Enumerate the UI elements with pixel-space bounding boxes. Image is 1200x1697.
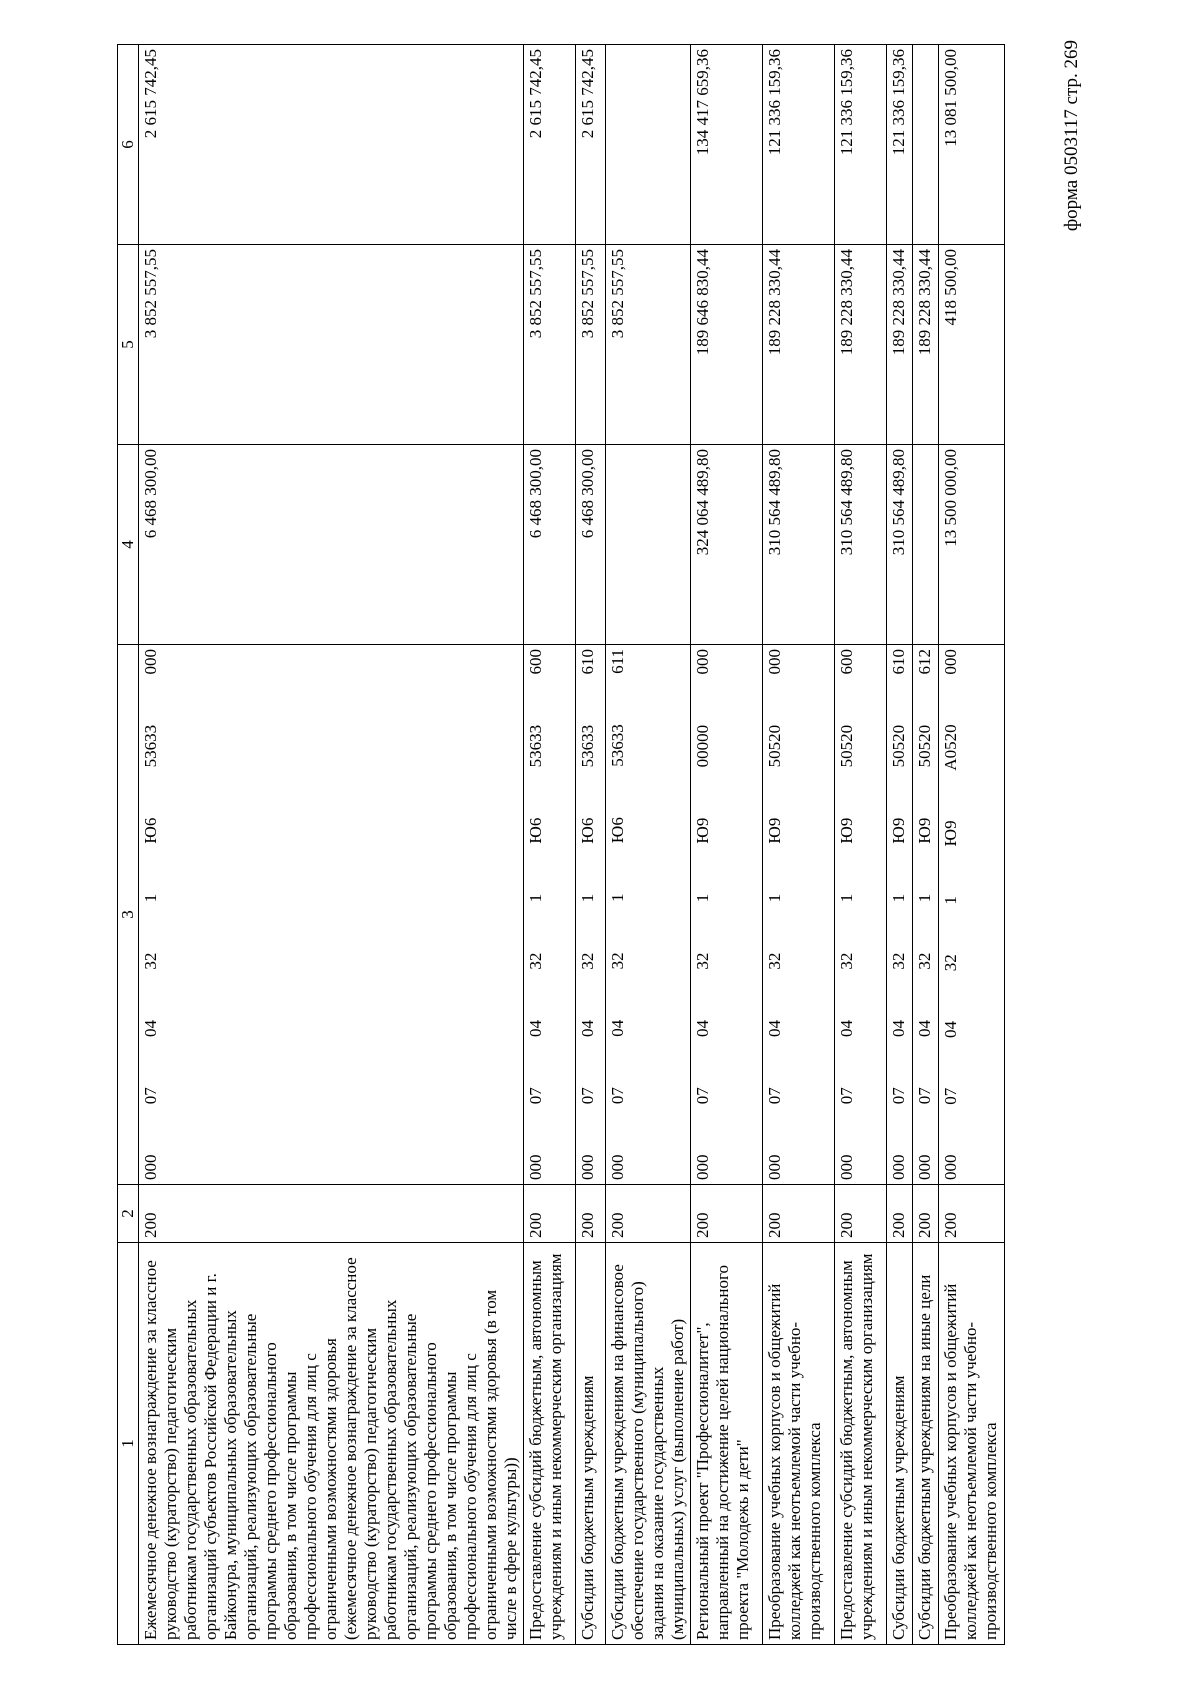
budget-code-part: 000 [526,1154,545,1180]
table-body [139,45,1005,1645]
table-row [576,45,606,1645]
budget-code-part: 612 [915,649,934,675]
executed-value: 418 500,00 [941,249,960,326]
row-line-code: 200 [576,1185,606,1243]
row-executed-amount [939,245,1005,445]
budget-code-part: 1 [765,893,784,903]
row-unexecuted-amount: 121 336 159,36 [887,45,913,245]
budget-code-part: 07 [889,1087,908,1105]
row-description: Региональный проект "Профессионалитет", направленный на достижение целей национального проекта "Молодежь и дети" [691,1243,763,1645]
row-line-code: 200 [887,1185,913,1243]
table-row [763,45,835,1645]
row-unexecuted-amount [606,45,691,245]
row-approved-amount: 324 064 489,80 [691,445,763,645]
budget-code-part: 32 [915,952,934,970]
row-unexecuted-amount: 2 615 742,45 [576,45,606,245]
row-approved-amount [606,445,691,645]
row-line-code: 200 [524,1185,576,1243]
row-approved-amount [913,445,939,645]
row-line-code: 200 [763,1185,835,1243]
budget-code-part: 04 [765,1019,784,1037]
row-executed-amount [524,245,576,445]
row-budget-codes [691,645,763,1185]
budget-code-part: Ю9 [941,820,960,847]
budget-code-part: 07 [941,1087,960,1105]
row-description: Ежемесячное денежное вознаграждение за классное руководство (кураторство) педагогическим работникам государственных образовательных организаций субъектов Российской Федерации и г. Байконура, муниципальных образовательных организаций, реализующих образовательные программы среднего профессионального образования, в том числе программы профессионального обучения для лиц с ограниченными возможностями здоровья (ежемесячное денежное вознаграждение за классное руководство (кураторство) педагогическим работникам государственных образовательных организаций, реализующих образовательные программы среднего профессионального образования, в том числе программы профессионального обучения для лиц с ограниченными возможностями здоровья (в том числе в сфере культуры)) [139,1243,524,1645]
form-number-note: форма 0503117 стр. 269 [1061,40,1082,232]
budget-code-part: 32 [837,952,856,970]
row-budget-codes [763,645,835,1185]
budget-code-part: 600 [526,649,545,675]
budget-table [117,44,1005,1645]
budget-code-part: 000 [941,1154,960,1180]
budget-code-part: 1 [941,896,960,905]
budget-code-part: 000 [765,1154,784,1180]
row-executed-amount [139,245,524,445]
budget-code-part: 610 [578,649,597,675]
table-row [939,45,1005,1645]
table-row [835,45,887,1645]
header-col-5: 5 [118,245,139,445]
budget-code-part: А0520 [941,724,960,771]
table-row [691,45,763,1645]
budget-code-part: Ю9 [765,817,784,844]
budget-code-part: Ю6 [608,817,627,844]
budget-code-part: 611 [608,649,627,674]
header-col-6: 6 [118,45,139,245]
budget-code-part: Ю6 [141,817,160,844]
row-unexecuted-amount: 134 417 659,36 [691,45,763,245]
budget-code-part: 07 [578,1087,597,1105]
budget-code-part: 1 [889,893,908,903]
executed-value: 189 646 830,44 [693,249,712,356]
row-line-code: 200 [913,1185,939,1243]
budget-code-part: 1 [693,893,712,903]
budget-code-part: 04 [141,1019,160,1037]
budget-code-part: 32 [526,952,545,970]
row-line-code: 200 [139,1185,524,1243]
row-line-code: 200 [606,1185,691,1243]
row-unexecuted-amount [913,45,939,245]
header-col-1: 1 [118,1243,139,1645]
table-row [913,45,939,1645]
budget-code-part: 1 [526,893,545,903]
budget-code-part: 32 [765,952,784,970]
budget-code-part: Ю9 [837,817,856,844]
budget-code-part: 04 [526,1019,545,1037]
row-approved-amount: 6 468 300,00 [139,445,524,645]
row-budget-codes [576,645,606,1185]
budget-code-part: 07 [693,1087,712,1105]
row-description: Субсидии бюджетным учреждениям на иные цели [913,1243,939,1645]
budget-code-part: 32 [608,952,627,970]
table-row [139,45,524,1645]
budget-code-part: 50520 [915,724,934,768]
budget-code-part: 04 [693,1019,712,1037]
row-line-code: 200 [691,1185,763,1243]
budget-code-part: 00000 [693,724,712,768]
row-description: Преобразование учебных корпусов и общежитий колледжей как неотъемлемой части учебно-производственного комплекса [763,1243,835,1645]
budget-code-part: 04 [608,1019,627,1037]
row-budget-codes [913,645,939,1185]
row-approved-amount: 310 564 489,80 [887,445,913,645]
budget-code-part: 1 [915,893,934,903]
budget-code-part: 1 [837,893,856,903]
budget-code-part: 07 [141,1087,160,1105]
budget-code-part: Ю9 [889,817,908,844]
budget-code-part: 53633 [608,724,627,767]
executed-value: 189 228 330,44 [837,249,856,356]
budget-code-part: 1 [578,893,597,903]
header-col-2: 2 [118,1185,139,1243]
budget-code-part: 600 [837,649,856,675]
row-description: Субсидии бюджетным учреждениям [887,1243,913,1645]
budget-code-part: 000 [693,649,712,675]
budget-code-part: Ю9 [693,817,712,844]
row-line-code: 200 [835,1185,887,1243]
budget-code-part: 000 [578,1154,597,1180]
row-description: Субсидии бюджетным учреждениям [576,1243,606,1645]
budget-code-part: 000 [693,1154,712,1180]
row-approved-amount: 6 468 300,00 [576,445,606,645]
budget-code-part: 1 [141,893,160,903]
budget-code-part: 04 [578,1019,597,1037]
row-approved-amount: 6 468 300,00 [524,445,576,645]
row-unexecuted-amount: 2 615 742,45 [524,45,576,245]
row-budget-codes [939,645,1005,1185]
header-row [118,45,139,1645]
executed-value: 189 228 330,44 [765,249,784,356]
row-line-code: 200 [939,1185,1005,1243]
budget-code-part: 000 [608,1154,627,1180]
row-approved-amount: 310 564 489,80 [835,445,887,645]
row-description: Предоставление субсидий бюджетным, автономным учреждениям и иным некоммерческим организациям [835,1243,887,1645]
table-row [524,45,576,1645]
budget-code-part: 07 [765,1087,784,1105]
budget-code-part: 1 [608,893,627,902]
row-description: Субсидии бюджетным учреждениям на финансовое обеспечение государственного (муниципального) задания на оказание государственных (муниципальных) услуг (выполнение работ) [606,1243,691,1645]
row-budget-codes [887,645,913,1185]
executed-value: 189 228 330,44 [915,249,934,356]
budget-code-part: 07 [837,1087,856,1105]
executed-value: 3 852 557,55 [578,249,597,339]
budget-code-part: 000 [765,649,784,675]
budget-code-part: 53633 [578,724,597,768]
budget-code-part: 000 [915,1154,934,1180]
budget-code-part: 50520 [837,724,856,768]
rotated-table-wrapper [117,45,1047,1645]
budget-code-part: 04 [941,1021,960,1039]
budget-code-part: 04 [889,1019,908,1037]
executed-value: 189 228 330,44 [889,249,908,356]
budget-code-part: 07 [526,1087,545,1105]
budget-code-part: 32 [578,952,597,970]
row-budget-codes [524,645,576,1185]
budget-code-part: 32 [693,952,712,970]
row-executed-amount [887,245,913,445]
table-row [606,45,691,1645]
row-executed-amount [576,245,606,445]
budget-code-part: 04 [837,1019,856,1037]
row-approved-amount: 13 500 000,00 [939,445,1005,645]
row-executed-amount [606,245,691,445]
row-executed-amount [691,245,763,445]
budget-code-part: 000 [837,1154,856,1180]
budget-code-part: 04 [915,1019,934,1037]
budget-code-part: 07 [608,1087,627,1105]
budget-code-part: 32 [941,954,960,972]
budget-code-part: 000 [141,1154,160,1180]
row-description: Преобразование учебных корпусов и общежитий колледжей как неотъемлемой части учебно-производственного комплекса [939,1243,1005,1645]
budget-code-part: 32 [141,952,160,970]
row-executed-amount [913,245,939,445]
executed-value: 3 852 557,55 [608,249,627,339]
budget-code-part: 000 [941,649,960,675]
executed-value: 3 852 557,55 [526,249,545,339]
budget-code-part: 50520 [765,724,784,768]
budget-code-part: Ю6 [578,817,597,844]
row-executed-amount [835,245,887,445]
table-row [887,45,913,1645]
row-unexecuted-amount: 121 336 159,36 [835,45,887,245]
row-unexecuted-amount: 2 615 742,45 [139,45,524,245]
budget-code-part: Ю6 [526,817,545,844]
row-unexecuted-amount: 13 081 500,00 [939,45,1005,245]
row-budget-codes [835,645,887,1185]
row-budget-codes [606,645,691,1185]
row-budget-codes [139,645,524,1185]
budget-code-part: 610 [889,649,908,675]
budget-code-part: 000 [889,1154,908,1180]
budget-code-part: 50520 [889,724,908,768]
executed-value: 3 852 557,55 [141,249,160,339]
budget-code-part: 32 [889,952,908,970]
header-col-3: 3 [118,645,139,1185]
budget-code-part: 53633 [526,724,545,768]
budget-code-part: 53633 [141,724,160,768]
row-description: Предоставление субсидий бюджетным, автономным учреждениям и иным некоммерческим организациям [524,1243,576,1645]
budget-code-part: 07 [915,1087,934,1105]
row-executed-amount [763,245,835,445]
budget-code-part: Ю9 [915,817,934,844]
header-col-4: 4 [118,445,139,645]
row-unexecuted-amount: 121 336 159,36 [763,45,835,245]
row-approved-amount: 310 564 489,80 [763,445,835,645]
budget-code-part: 000 [141,649,160,675]
